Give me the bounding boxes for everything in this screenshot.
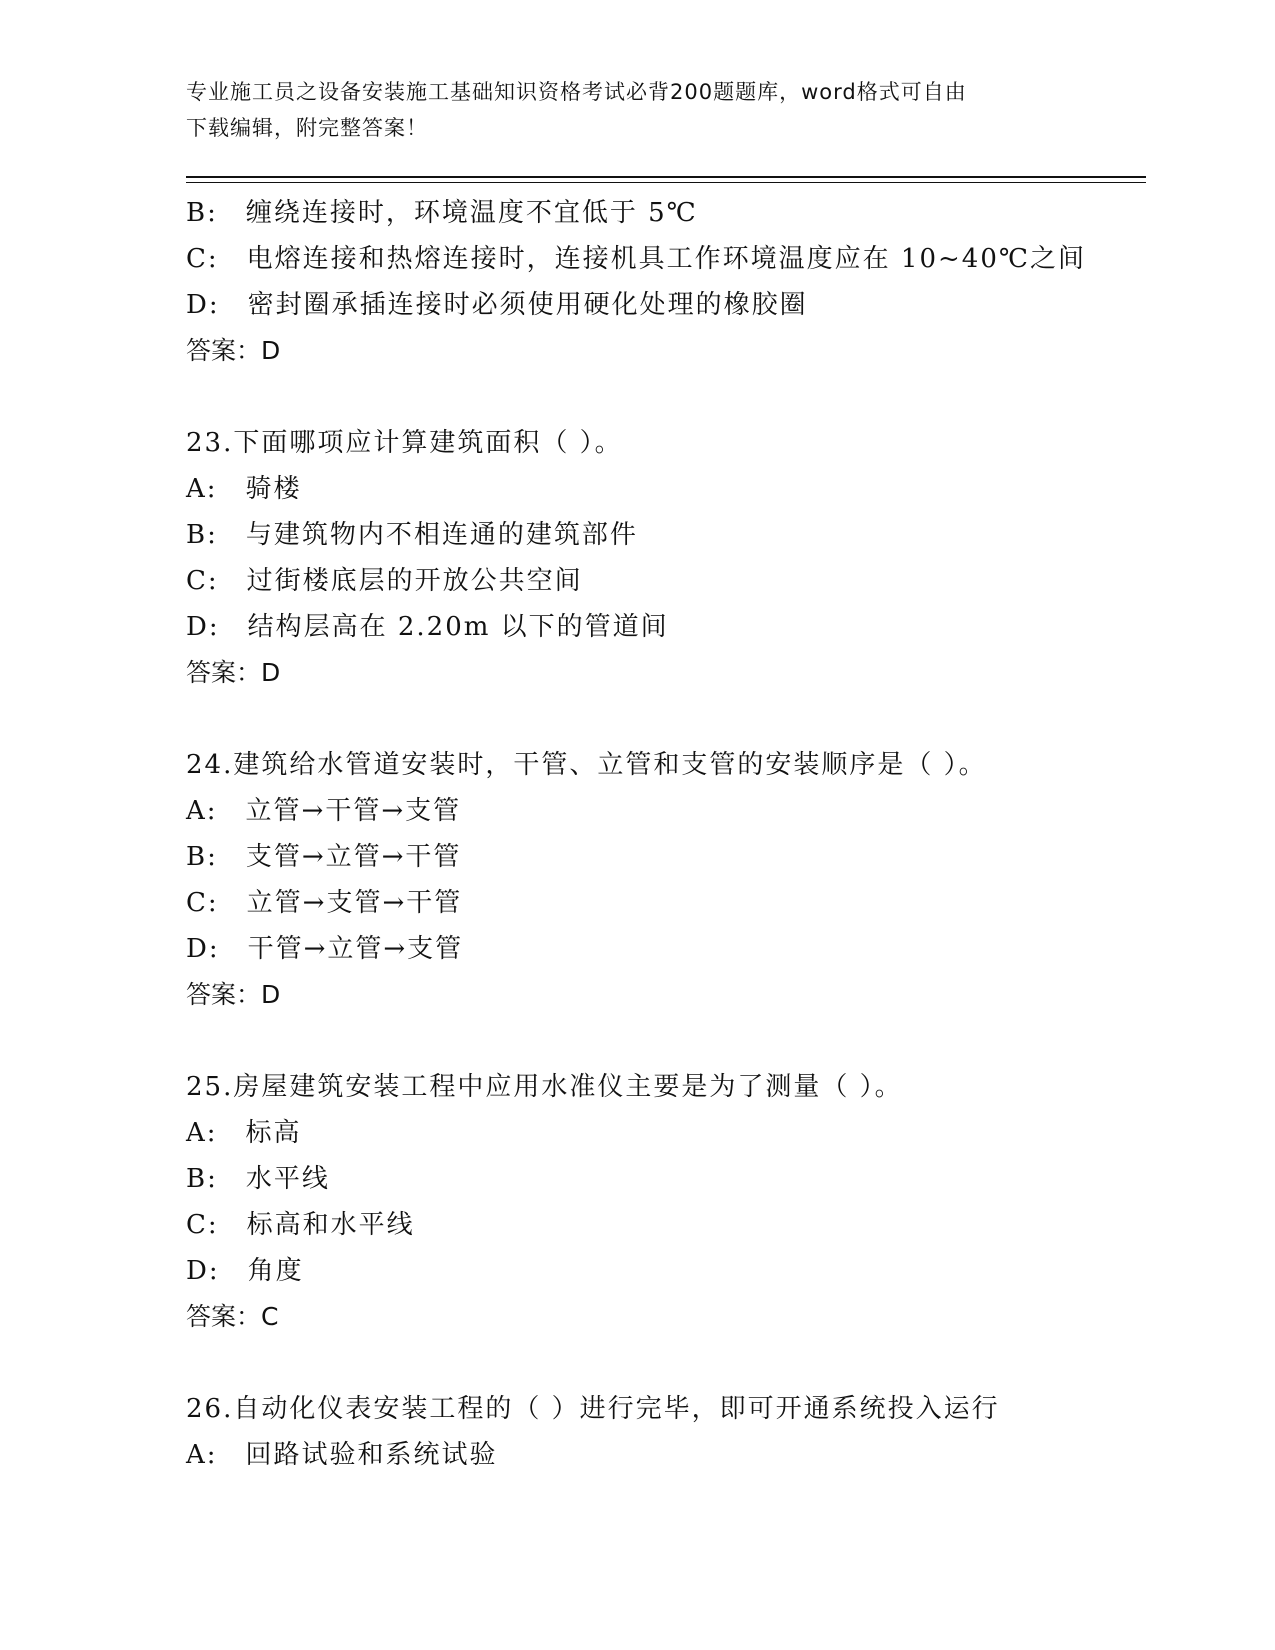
document-body <box>186 190 1146 1478</box>
question-stem: 24.建筑给水管道安装时，干管、立管和支管的安装顺序是（ ）。 <box>186 750 987 780</box>
option-a: A: 骑楼 <box>186 474 302 504</box>
question-continued <box>186 190 1146 374</box>
header-title-line-2: 下载编辑，附完整答案！ <box>186 116 428 140</box>
option-a: A: 立管→干管→支管 <box>186 796 462 826</box>
question-26 <box>186 1386 1146 1478</box>
spacer <box>186 1018 1146 1064</box>
document-header <box>186 74 1066 146</box>
answer-line: 答案：D <box>186 336 281 365</box>
option-d: D: 密封圈承插连接时必须使用硬化处理的橡胶圈 <box>186 290 808 320</box>
question-24 <box>186 742 1146 1018</box>
spacer <box>186 696 1146 742</box>
answer-line: 答案：D <box>186 980 281 1009</box>
option-a: A: 回路试验和系统试验 <box>186 1440 498 1470</box>
option-c: C: 过街楼底层的开放公共空间 <box>186 566 583 596</box>
question-23 <box>186 420 1146 696</box>
header-title-line-1: 专业施工员之设备安装施工基础知识资格考试必背200题题库，word格式可自由 <box>186 80 967 104</box>
spacer <box>186 1340 1146 1386</box>
option-c: C: 电熔连接和热熔连接时，连接机具工作环境温度应在 10~40℃之间 <box>186 244 1086 274</box>
question-25 <box>186 1064 1146 1340</box>
question-stem: 26.自动化仪表安装工程的（ ）进行完毕，即可开通系统投入运行 <box>186 1394 1000 1424</box>
option-b: B: 与建筑物内不相连通的建筑部件 <box>186 520 638 550</box>
question-stem: 23.下面哪项应计算建筑面积（ ）。 <box>186 428 623 458</box>
option-a: A: 标高 <box>186 1118 302 1148</box>
header-divider-thick <box>186 176 1146 178</box>
answer-line: 答案：D <box>186 658 281 687</box>
option-b: B: 缠绕连接时，环境温度不宜低于 5℃ <box>186 198 698 228</box>
option-d: D: 干管→立管→支管 <box>186 934 464 964</box>
question-stem: 25.房屋建筑安装工程中应用水准仪主要是为了测量（ ）。 <box>186 1072 903 1102</box>
answer-line: 答案：C <box>186 1302 279 1331</box>
option-c: C: 立管→支管→干管 <box>186 888 463 918</box>
option-b: B: 水平线 <box>186 1164 330 1194</box>
header-divider-thin <box>186 182 1146 183</box>
option-c: C: 标高和水平线 <box>186 1210 415 1240</box>
option-b: B: 支管→立管→干管 <box>186 842 462 872</box>
spacer <box>186 374 1146 420</box>
option-d: D: 结构层高在 2.20m 以下的管道间 <box>186 612 669 642</box>
option-d: D: 角度 <box>186 1256 304 1286</box>
